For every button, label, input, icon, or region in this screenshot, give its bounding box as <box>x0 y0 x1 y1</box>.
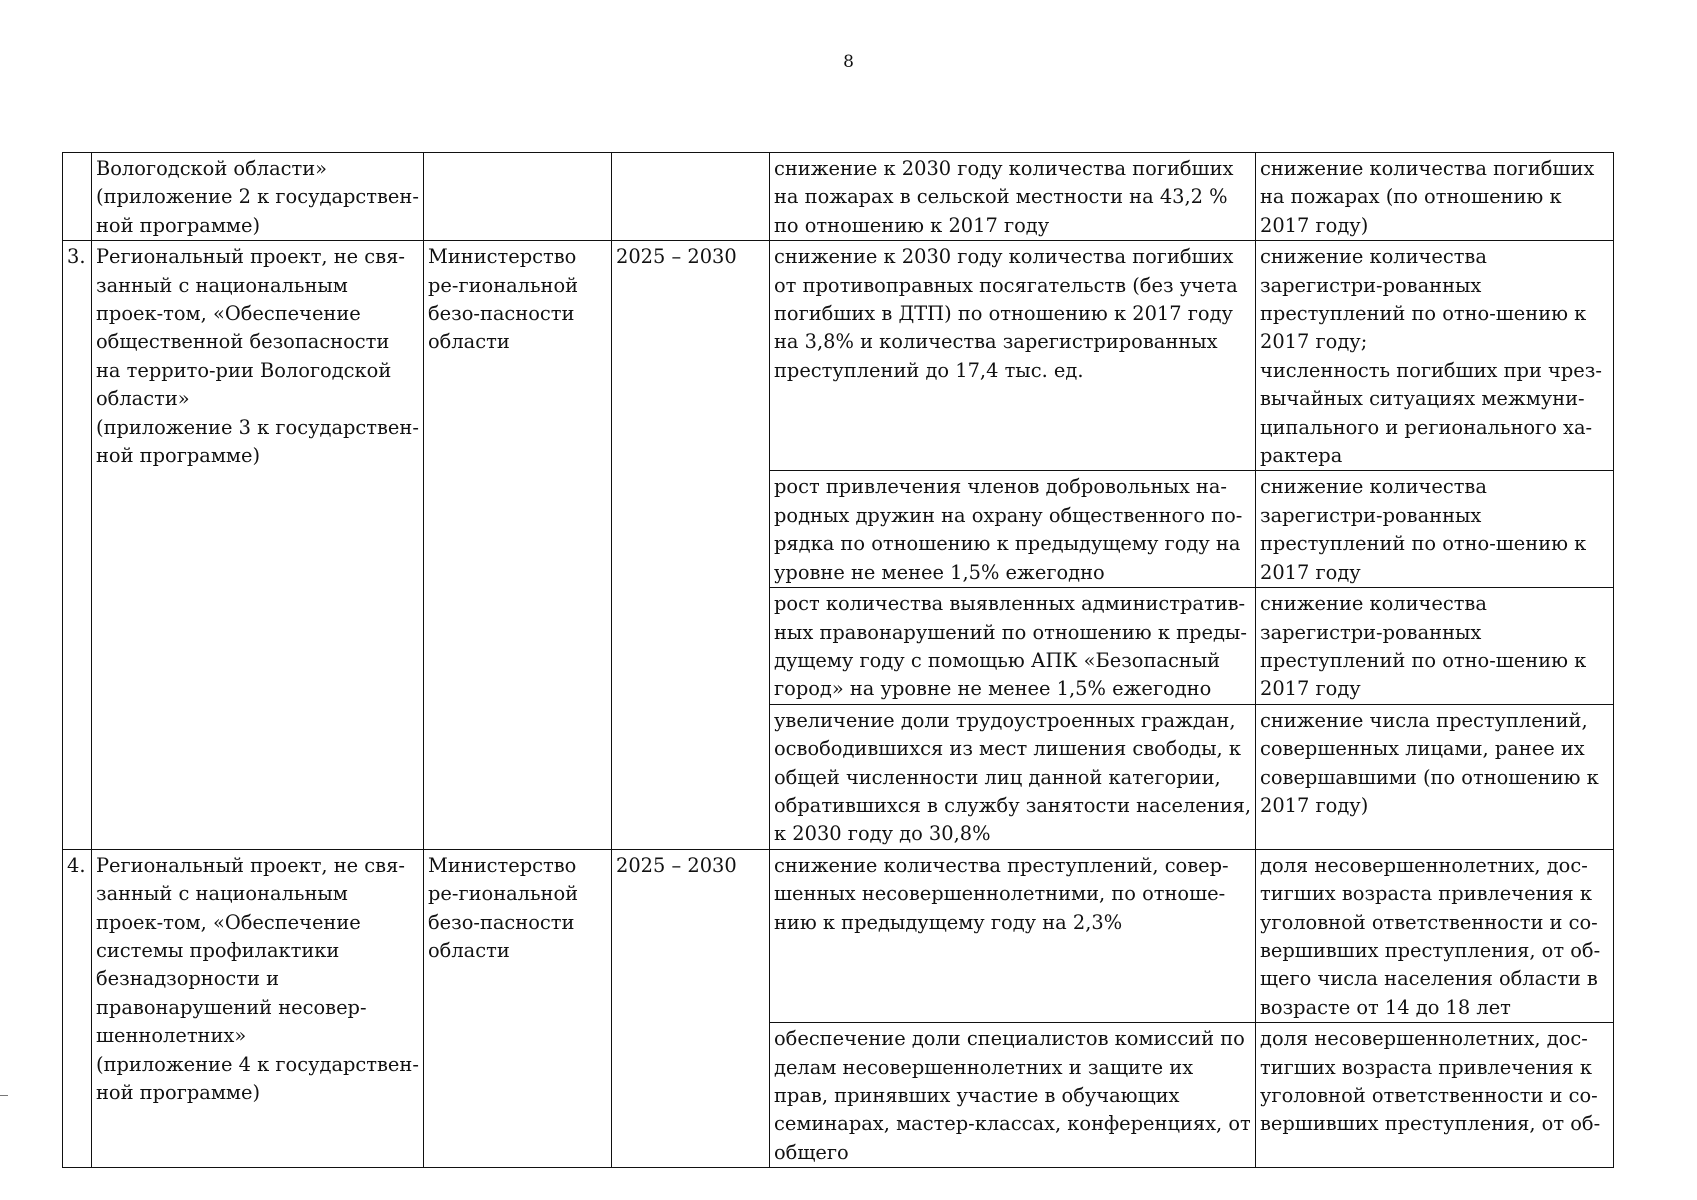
expected-result: увеличение доли трудоустроенных граждан, освободившихся из мест лишения свободы, к общей численности лиц данной категории, обратившихся в службу занятости населения, к 2030 году до 30,8% <box>770 704 1256 849</box>
implementation-period <box>612 153 770 241</box>
expected-result: рост привлечения членов добровольных на-родных дружин на охрану общественного по-рядка по отношению к предыдущему году на уровне не менее 1,5% ежегодно <box>770 471 1256 588</box>
indicator: доля несовершеннолетних, дос-тигших возраста привлечения к уголовной ответственности и со-вершивших преступления, от об-щего числа населения области в возрасте от 14 до 18 лет <box>1256 849 1614 1022</box>
implementation-period: 2025 – 2030 <box>612 849 770 1167</box>
project-name-text: Региональный проект, не свя-занный с национальным проек-том, «Обеспечение системы профилактики безнадзорности и правонарушений несовер-шеннолетних» <box>96 853 405 1048</box>
indicator: снижение количества зарегистри-рованных преступлений по отно-шению к 2017 году <box>1256 588 1614 705</box>
project-name <box>92 849 424 1167</box>
program-table <box>62 152 1614 1168</box>
indicator <box>1256 241 1614 471</box>
table-row <box>63 153 1614 241</box>
responsible-body <box>424 153 612 241</box>
expected-result: снижение количества преступлений, совер-шенных несовершеннолетними, по отноше-нию к предыдущему году на 2,3% <box>770 849 1256 1022</box>
project-appendix-note: (приложение 2 к государствен-ной программе) <box>96 185 419 237</box>
expected-result: снижение к 2030 году количества погибших на пожарах в сельской местности на 43,2 % по отношению к 2017 году <box>770 153 1256 241</box>
expected-result: снижение к 2030 году количества погибших от противоправных посягательств (без учета погибших в ДТП) по отношению к 2017 году на 3,8% и количества зарегистрированных преступлений до 17,4 тыс. ед. <box>770 241 1256 471</box>
project-name <box>92 153 424 241</box>
expected-result: обеспечение доли специалистов комиссий по делам несовершеннолетних и защите их прав, принявших участие в обучающих семинарах, мастер-классах, конференциях, от общего <box>770 1023 1256 1168</box>
row-number: 4. <box>63 849 92 1167</box>
page-number: 8 <box>843 52 854 72</box>
expected-result: рост количества выявленных административ-ных правонарушений по отношению к преды-дущему году с помощью АПК «Безопасный город» на уровне не менее 1,5% ежегодно <box>770 588 1256 705</box>
indicator: снижение числа преступлений, совершенных лицами, ранее их совершавшими (по отношению к 2017 году) <box>1256 704 1614 849</box>
row-number <box>63 153 92 241</box>
project-name-text: Вологодской области» <box>96 157 328 180</box>
indicator: снижение количества погибших на пожарах (по отношению к 2017 году) <box>1256 153 1614 241</box>
responsible-body: Министерство ре-гиональной безо-пасности области <box>424 241 612 850</box>
indicator-text: численность погибших при чрез-вычайных ситуациях межмуни-ципального и регионального ха-рактера <box>1260 358 1602 468</box>
project-appendix-note: (приложение 3 к государствен-ной программе) <box>96 415 419 468</box>
project-appendix-note: (приложение 4 к государствен-ной программе) <box>96 1052 419 1104</box>
project-name-text: Региональный проект, не свя-занный с национальным проек-том, «Обеспечение общественной безопасности на террито-рии Вологодской области» <box>96 245 405 411</box>
table-row <box>63 241 1614 471</box>
responsible-body: Министерство ре-гиональной безо-пасности области <box>424 849 612 1167</box>
project-name <box>92 241 424 850</box>
implementation-period: 2025 – 2030 <box>612 241 770 850</box>
scan-edge-mark <box>0 1095 8 1096</box>
indicator-text: снижение количества зарегистри-рованных преступлений по отно-шению к 2017 году; <box>1260 245 1587 354</box>
indicator: доля несовершеннолетних, дос-тигших возраста привлечения к уголовной ответственности и со-вершивших преступления, от об- <box>1256 1023 1614 1168</box>
table-row <box>63 849 1614 1022</box>
indicator: снижение количества зарегистри-рованных преступлений по отно-шению к 2017 году <box>1256 471 1614 588</box>
row-number: 3. <box>63 241 92 850</box>
